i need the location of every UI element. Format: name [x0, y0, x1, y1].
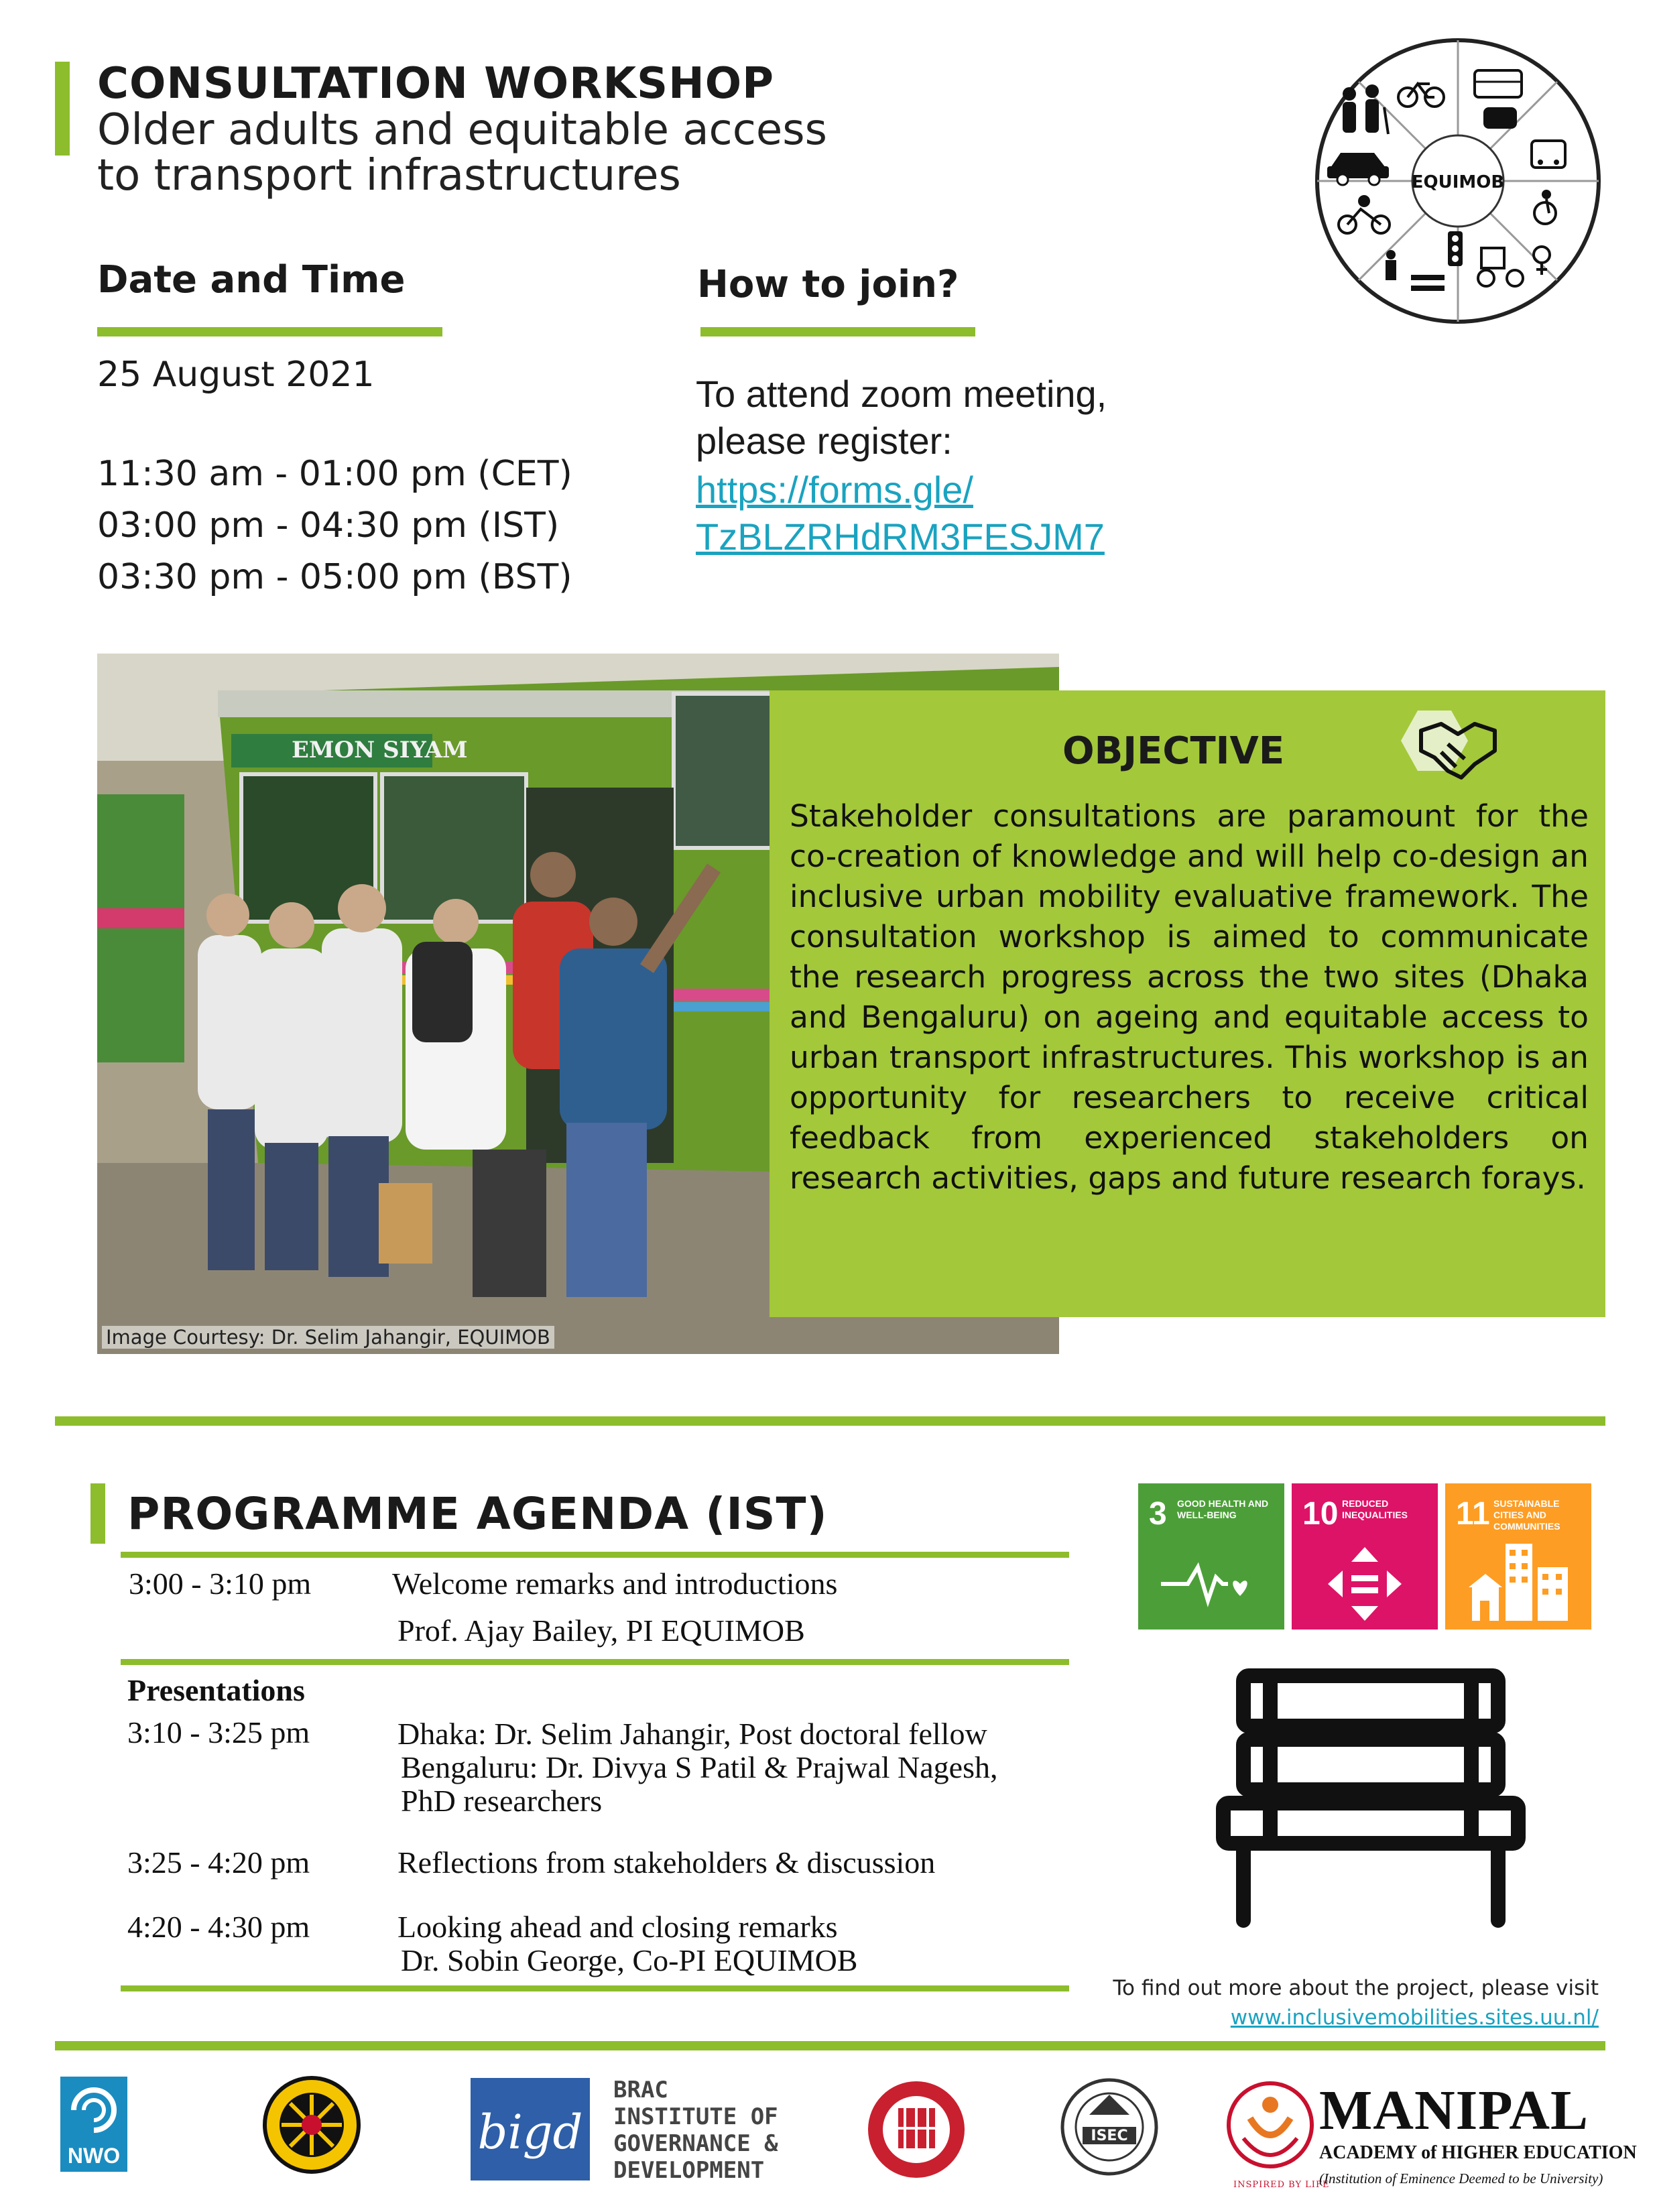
agenda-accent-bar	[90, 1483, 105, 1544]
project-website-link[interactable]: www.inclusivemobilities.sites.uu.nl/	[1230, 2006, 1599, 2030]
isec-text: ISEC	[1091, 2128, 1128, 2144]
agenda-item1-title: Welcome remarks and introductions	[392, 1566, 838, 1601]
agenda-item3-time: 3:25 - 4:20 pm	[127, 1845, 310, 1880]
equimob-wheel-logo	[1310, 34, 1605, 328]
registration-link-line1[interactable]: https://forms.gle/	[696, 469, 973, 511]
agenda-item2-line2: Bengaluru: Dr. Divya S Patil & Prajwal Nagesh,	[401, 1750, 998, 1784]
date-time-heading: Date and Time	[97, 258, 406, 302]
objective-heading: OBJECTIVE	[1062, 729, 1285, 773]
manipal-academy-line: ACADEMY of HIGHER EDUCATION	[1319, 2142, 1637, 2163]
iiit-bangalore-seal	[865, 2078, 969, 2182]
sdg-10-label: REDUCED INEQUALITIES	[1342, 1498, 1408, 1520]
bigd-name	[613, 2077, 778, 2184]
heartbeat-icon	[1161, 1557, 1262, 1611]
manipal-institution-line: (Institution of Eminence Deemed to be University)	[1319, 2170, 1603, 2187]
nwo-logo	[60, 2077, 127, 2172]
agenda-item2-line1: Dhaka: Dr. Selim Jahangir, Post doctoral fellow	[397, 1717, 987, 1751]
bigd-line3: GOVERNANCE &	[613, 2130, 778, 2157]
time-slot-ist: 03:00 pm - 04:30 pm (IST)	[97, 505, 560, 546]
section-divider-bottom	[55, 2041, 1605, 2050]
agenda-item3-title: Reflections from stakeholders & discussion	[397, 1845, 936, 1880]
agenda-item4-time: 4:20 - 4:30 pm	[127, 1910, 310, 1944]
join-underline	[700, 327, 975, 336]
join-heading: How to join?	[697, 263, 959, 306]
handshake-icon	[1381, 704, 1515, 804]
bigd-line1: BRAC	[613, 2077, 668, 2103]
agenda-item2-line3: PhD researchers	[401, 1784, 603, 1818]
event-date: 25 August 2021	[97, 355, 375, 395]
join-instructions-line2: please register:	[696, 420, 953, 462]
isec-seal	[1059, 2075, 1160, 2182]
more-info-text: To find out more about the project, please visit	[1113, 1976, 1599, 2000]
agenda-item2-time: 3:10 - 3:25 pm	[127, 1715, 310, 1749]
objective-text: Stakeholder consultations are paramount for the co-creation of knowledge and will help co-design an inclusive urban mobility evaluative framework. The consultation workshop is aimed to communicate the research progress across the two sites (Dhaka and Bengaluru) on ageing and equitable access to urban transport infrastructures. This workshop is an opportunity for researchers to receive critical feedback from experienced stakeholders on research activities, gaps and future research forays.	[790, 798, 1589, 1196]
photo-credit: Image Courtesy: Dr. Selim Jahangir, EQUIMOB	[102, 1326, 554, 1349]
bigd-line2: INSTITUTE OF	[613, 2103, 778, 2130]
agenda-rule-1	[121, 1552, 1069, 1558]
wheel-center-label: EQUIMOB	[1411, 172, 1505, 192]
agenda-rule-2	[121, 1659, 1069, 1665]
time-slot-bst: 03:30 pm - 05:00 pm (BST)	[97, 557, 572, 597]
autorickshaw-icon	[1483, 107, 1517, 129]
equality-arrows-icon	[1328, 1547, 1402, 1621]
agenda-item1-time: 3:00 - 3:10 pm	[129, 1566, 312, 1601]
header-accent-bar	[55, 62, 70, 156]
sdg-3-label: GOOD HEALTH AND WELL-BEING	[1177, 1498, 1269, 1520]
sdg-3-number: 3	[1149, 1496, 1167, 1532]
date-time-underline	[97, 327, 442, 336]
bigd-mark-text: bigd	[477, 2105, 583, 2160]
traffic-light-icon	[1448, 231, 1463, 266]
sdg-tile-11	[1445, 1483, 1591, 1630]
sdg-tile-3	[1138, 1483, 1284, 1630]
nwo-swirl-icon	[60, 2077, 127, 2144]
bench-icon	[1210, 1662, 1532, 1930]
nwo-text: NWO	[67, 2144, 121, 2168]
manipal-emblem	[1223, 2078, 1317, 2178]
agenda-item1-speaker: Prof. Ajay Bailey, PI EQUIMOB	[397, 1613, 805, 1648]
join-instructions-line1: To attend zoom meeting,	[696, 373, 1107, 415]
sdg-10-number: 10	[1302, 1496, 1339, 1532]
city-buildings-icon	[1465, 1540, 1573, 1621]
registration-link-line2[interactable]: TzBLZRHdRM3FESJM7	[696, 515, 1105, 558]
agenda-heading: PROGRAMME AGENDA (IST)	[127, 1488, 828, 1540]
manipal-tagline: INSPIRED BY LIFE	[1233, 2180, 1330, 2190]
page-title: CONSULTATION WORKSHOP	[97, 59, 774, 109]
bigd-logo-mark	[471, 2078, 590, 2180]
bigd-line4: DEVELOPMENT	[613, 2157, 765, 2184]
agenda-item4-speaker: Dr. Sobin George, Co-PI EQUIMOB	[401, 1943, 858, 1977]
sdg-11-number: 11	[1456, 1496, 1490, 1532]
section-divider-top	[55, 1416, 1605, 1426]
agenda-item4-title: Looking ahead and closing remarks	[397, 1910, 838, 1944]
agenda-rule-3	[121, 1985, 1069, 1991]
time-slot-cet: 11:30 am - 01:00 pm (CET)	[97, 454, 572, 494]
bus-name-sign: EMON SIYAM	[292, 737, 468, 763]
manipal-name: MANIPAL	[1319, 2079, 1589, 2142]
sdg-11-label: SUSTAINABLE CITIES AND COMMUNITIES	[1493, 1498, 1560, 1532]
sdg-tile-10	[1292, 1483, 1438, 1630]
utrecht-university-seal	[261, 2075, 362, 2175]
page-subtitle-line2: to transport infrastructures	[97, 151, 681, 200]
presentations-label: Presentations	[127, 1673, 305, 1707]
page-subtitle-line1: Older adults and equitable access	[97, 105, 827, 155]
